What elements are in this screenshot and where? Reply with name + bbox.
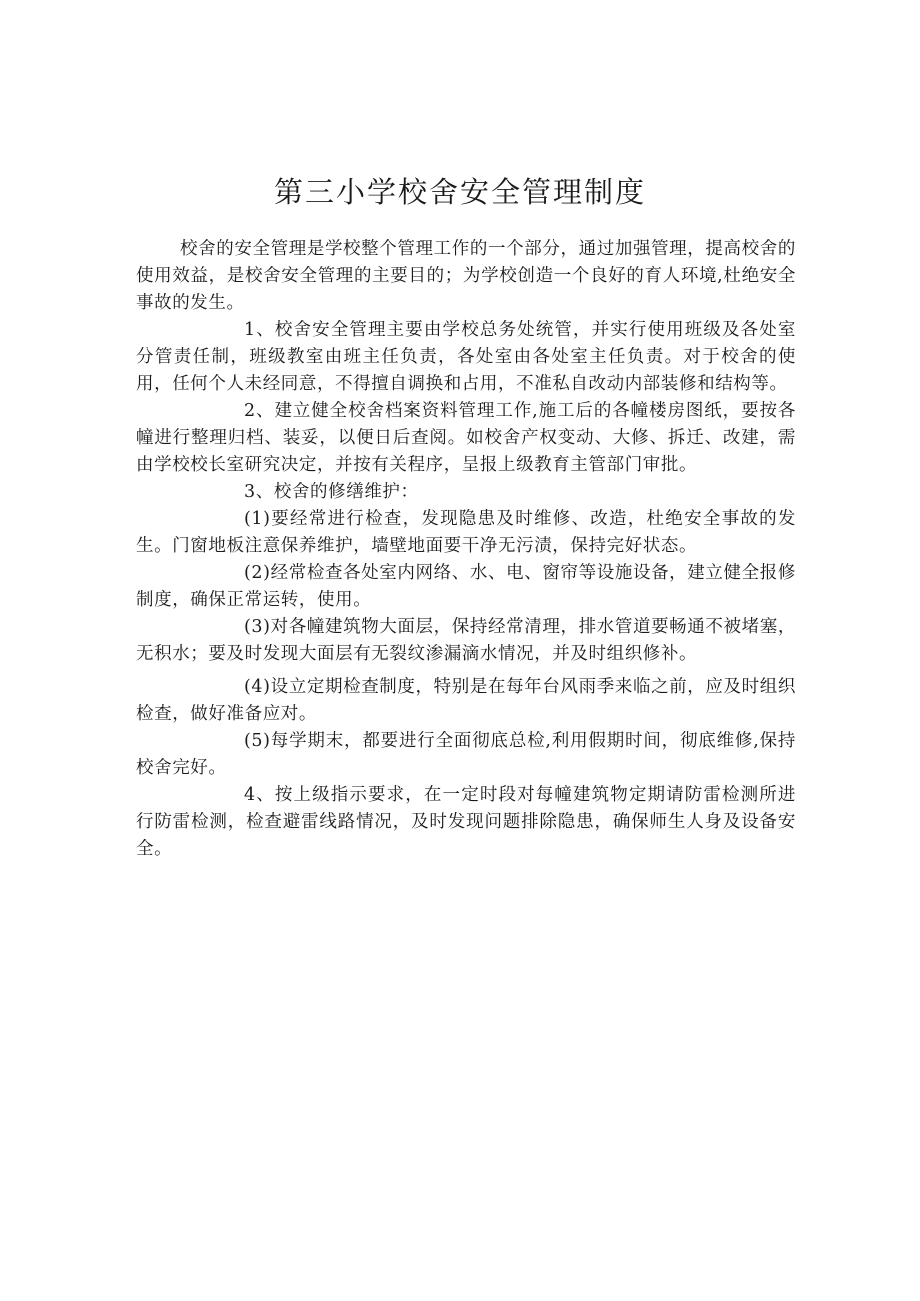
paragraph-subitem-3: (3)对各幢建筑物大面层，保持经常清理，排水管道要畅通不被堵塞，无积水；要及时发现大面层有无裂纹渗漏滴水情况，并及时组织修补。 — [136, 617, 796, 664]
document-body — [136, 236, 796, 863]
document-title: 第三小学校舍安全管理制度 — [273, 175, 646, 209]
paragraph-item-2: 2、建立健全校舍档案资料管理工作,施工后的各幢楼房图纸，要按各幢进行整理归档、装妥，以便日后查阅。如校舍产权变动、大修、拆迁、改建，需由学校校长室研究决定，并按有关程序，呈报上级教育主管部门审批。 — [136, 401, 796, 475]
paragraph-item-1: 1、校舍安全管理主要由学校总务处统管，并实行使用班级及各处室分管责任制，班级教室由班主任负责，各处室由各处室主任负责。对于校舍的使用，任何个人未经同意，不得擅自调换和占用，不准私自改动内部装修和结构等。 — [136, 320, 796, 394]
paragraph-subitem-1: (1)要经常进行检查，发现隐患及时维修、改造，杜绝安全事故的发生。门窗地板注意保养维护，墙壁地面要干净无污渍，保持完好状态。 — [136, 509, 796, 556]
paragraph-item-4: 4、按上级指示要求，在一定时段对每幢建筑物定期请防雷检测所进行防雷检测，检查避雷线路情况，及时发现问题排除隐患，确保师生人身及设备安全。 — [136, 785, 796, 859]
paragraph-intro: 校舍的安全管理是学校整个管理工作的一个部分，通过加强管理，提高校舍的使用效益，是校舍安全管理的主要目的；为学校创造一个良好的育人环境,杜绝安全事故的发生。 — [136, 239, 796, 313]
paragraph-subitem-4: (4)设立定期检查制度，特别是在每年台风雨季来临之前，应及时组织检查，做好准备应对。 — [136, 677, 796, 724]
paragraph-subitem-5: (5)每学期末，都要进行全面彻底总检,利用假期时间，彻底维修,保持校舍完好。 — [136, 731, 796, 778]
paragraph-item-3-heading: 3、校舍的修缮维护： — [244, 482, 419, 502]
paragraph-subitem-2: (2)经常检查各处室内网络、水、电、窗帘等设施设备，建立健全报修制度，确保正常运转，使用。 — [136, 563, 796, 610]
